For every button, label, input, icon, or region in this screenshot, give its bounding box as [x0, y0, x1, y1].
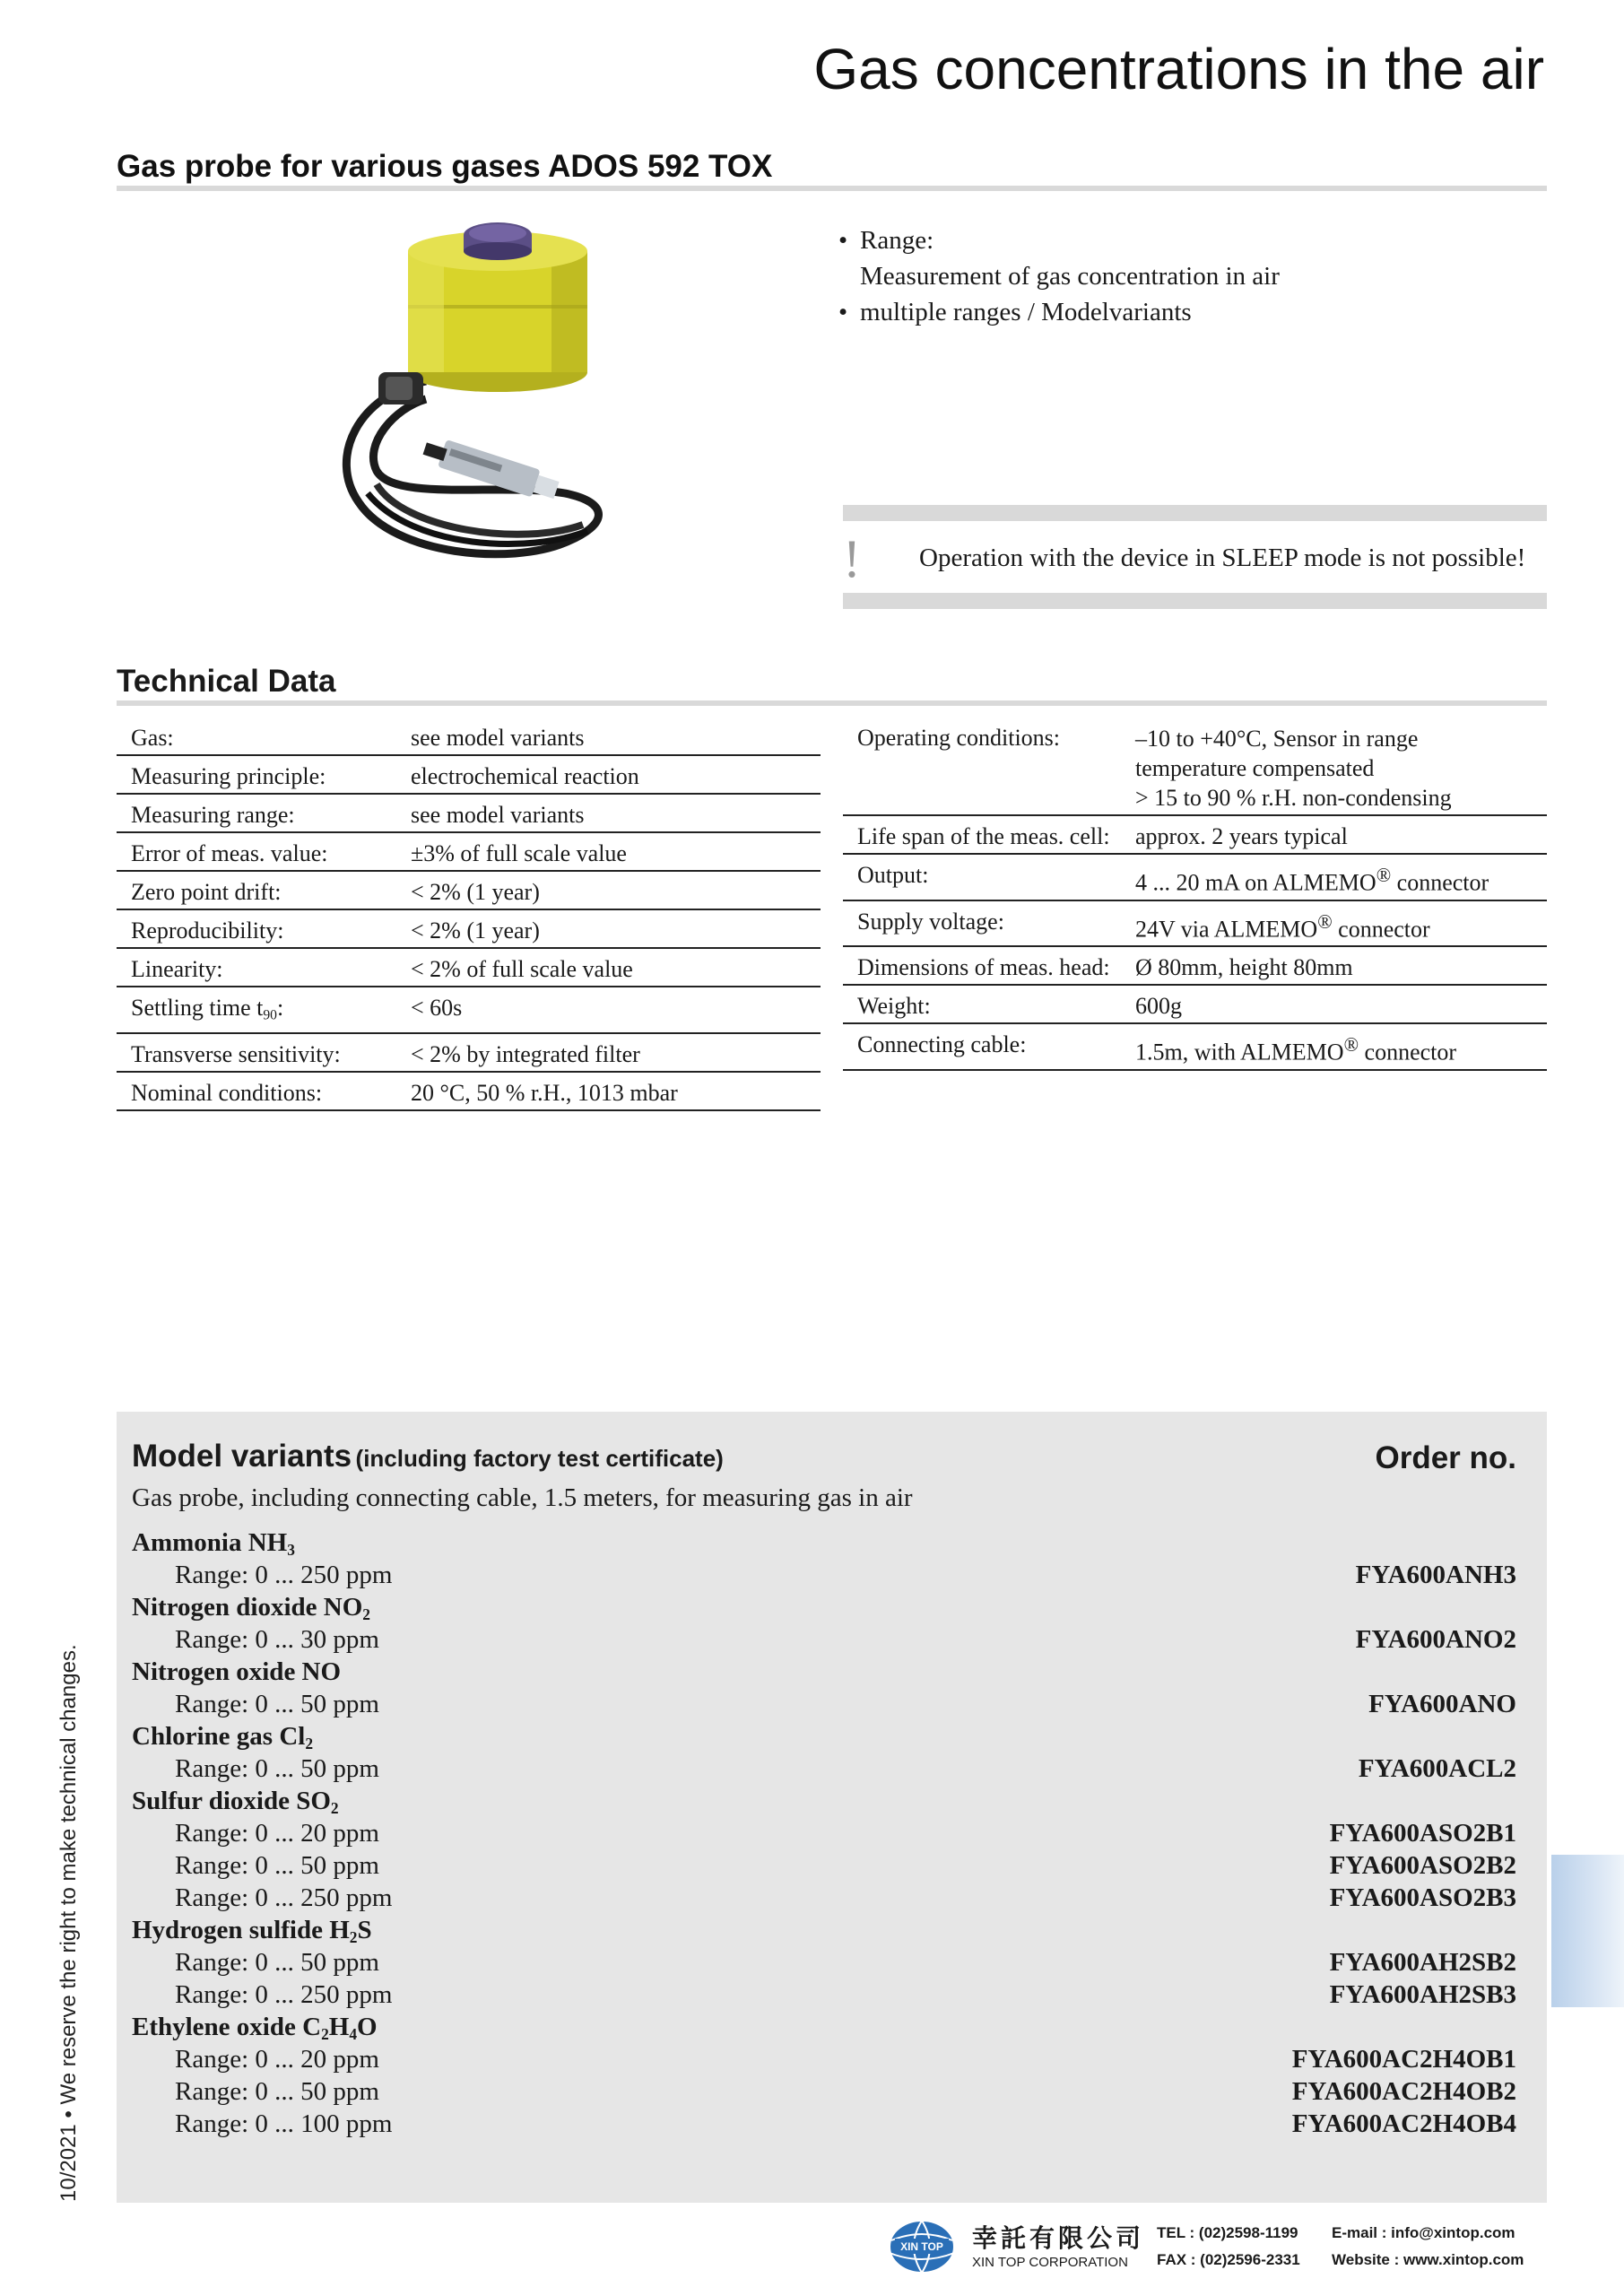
- company-name-cn: 幸託有限公司: [972, 2223, 1145, 2253]
- table-row: [843, 815, 1547, 854]
- spec-label: Nominal conditions:: [117, 1072, 396, 1110]
- range-label: Range: 0 ... 50 ppm: [175, 1754, 379, 1783]
- variant-row: [132, 1817, 1516, 1849]
- spec-value-line: > 15 to 90 % r.H. non-condensing: [1135, 785, 1452, 811]
- table-row: [117, 718, 821, 755]
- spec-label: Operating conditions:: [843, 718, 1121, 815]
- feature-item: [838, 222, 1574, 294]
- variant-row: [132, 1752, 1516, 1785]
- gas-name: [132, 2011, 1516, 2043]
- order-no-heading: Order no.: [1375, 1440, 1516, 1475]
- variants-title: [132, 1439, 724, 1474]
- spec-label: Life span of the meas. cell:: [843, 815, 1121, 854]
- spec-label: Measuring range:: [117, 794, 396, 832]
- range-label: Range: 0 ... 250 ppm: [175, 1561, 393, 1589]
- gas-name-text: Chlorine gas Cl: [132, 1722, 306, 1751]
- order-number: FYA600ASO2B2: [1329, 1851, 1516, 1880]
- range-label: Range: 0 ... 50 ppm: [175, 2077, 379, 2106]
- gas-name-text: Nitrogen oxide NO: [132, 1657, 342, 1686]
- model-variants-panel: [117, 1412, 1547, 2203]
- spec-label: Connecting cable:: [843, 1023, 1121, 1070]
- registered-mark: ®: [1376, 865, 1392, 886]
- technical-table-right: [843, 718, 1547, 1071]
- spec-label: Weight:: [843, 985, 1121, 1023]
- spec-label: Error of meas. value:: [117, 832, 396, 871]
- gas-subscript: 2: [330, 1799, 339, 1818]
- product-heading: Gas probe for various gases ADOS 592 TOX: [117, 149, 773, 184]
- page-title: Gas concentrations in the air: [813, 37, 1544, 101]
- footer-tel: TEL : (02)2598-1199: [1157, 2224, 1298, 2241]
- spec-value: see model variants: [396, 718, 821, 755]
- variant-row: [132, 1849, 1516, 1882]
- spec-value: [1121, 854, 1547, 900]
- variant-row: [132, 1882, 1516, 1914]
- footer-website: Website : www.xintop.com: [1332, 2251, 1524, 2268]
- bullet-icon: •: [838, 298, 848, 326]
- company-footer: [888, 2219, 1551, 2274]
- variant-row: [132, 2108, 1516, 2140]
- feature-item: [838, 294, 1574, 330]
- spec-label: Dimensions of meas. head:: [843, 946, 1121, 985]
- globe-logo-icon: [888, 2219, 956, 2274]
- order-number: FYA600ASO2B1: [1329, 1819, 1516, 1848]
- table-row: [117, 755, 821, 794]
- section-tab: [1551, 1855, 1624, 2007]
- spec-label: Supply voltage:: [843, 900, 1121, 947]
- spec-label: Gas:: [117, 718, 396, 755]
- table-row: [843, 900, 1547, 947]
- spec-value: ±3% of full scale value: [396, 832, 821, 871]
- gas-name-text: Ethylene oxide C: [132, 2013, 322, 2041]
- spec-value: approx. 2 years typical: [1121, 815, 1547, 854]
- table-row: [117, 832, 821, 871]
- revision-note: 10/2021 • We reserve the right to make technical changes.: [56, 1644, 81, 2202]
- gas-name-text: Ammonia NH: [132, 1528, 288, 1557]
- table-row: [117, 1072, 821, 1110]
- variant-row: [132, 1688, 1516, 1720]
- variants-description: Gas probe, including connecting cable, 1.5 meters, for measuring gas in air: [132, 1483, 913, 1512]
- range-label: Range: 0 ... 30 ppm: [175, 1625, 379, 1654]
- spec-value: Ø 80mm, height 80mm: [1121, 946, 1547, 985]
- spec-label: Zero point drift:: [117, 871, 396, 909]
- spec-label: Measuring principle:: [117, 755, 396, 794]
- spec-label: Linearity:: [117, 948, 396, 987]
- gas-name-tail: S: [357, 1916, 372, 1944]
- note-text: Operation with the device in SLEEP mode is not possible!: [919, 544, 1526, 572]
- range-label: Range: 0 ... 50 ppm: [175, 1690, 379, 1718]
- note-bar-top: [843, 505, 1547, 521]
- footer-email: E-mail : info@xintop.com: [1332, 2224, 1515, 2241]
- spec-value-line: temperature compensated: [1135, 755, 1375, 781]
- spec-value-suffix: connector: [1332, 916, 1430, 943]
- spec-label: Reproducibility:: [117, 909, 396, 948]
- spec-value: electrochemical reaction: [396, 755, 821, 794]
- feature-list: [838, 222, 1574, 330]
- spec-value-suffix: connector: [1359, 1039, 1457, 1065]
- order-number: FYA600ASO2B3: [1329, 1883, 1516, 1912]
- spec-value: < 2% (1 year): [396, 909, 821, 948]
- feature-label: multiple ranges / Modelvariants: [860, 298, 1192, 326]
- range-label: Range: 0 ... 50 ppm: [175, 1948, 379, 1977]
- gas-name: [132, 1591, 1516, 1623]
- table-row: [843, 985, 1547, 1023]
- table-row: [117, 871, 821, 909]
- gas-name-tail: O: [357, 2013, 378, 2041]
- range-label: Range: 0 ... 100 ppm: [175, 2109, 393, 2138]
- spec-label-subscript: 90: [263, 1007, 277, 1023]
- variant-row: [132, 1559, 1516, 1591]
- gas-name: [132, 1785, 1516, 1817]
- table-row: [117, 987, 821, 1033]
- spec-label-text: Settling time t: [131, 995, 264, 1021]
- order-number: FYA600ACL2: [1358, 1754, 1516, 1783]
- gas-name: [132, 1720, 1516, 1752]
- technical-data-heading: Technical Data: [117, 664, 336, 699]
- footer-fax: FAX : (02)2596-2331: [1157, 2251, 1300, 2268]
- technical-table-left: [117, 718, 821, 1111]
- spec-value: < 2% by integrated filter: [396, 1033, 821, 1072]
- order-number: FYA600AC2H4OB1: [1291, 2045, 1516, 2074]
- gas-name-text: Sulfur dioxide SO: [132, 1787, 331, 1815]
- registered-mark: ®: [1343, 1034, 1359, 1057]
- variants-title-main: Model variants: [132, 1439, 352, 1474]
- order-number: FYA600AC2H4OB4: [1291, 2109, 1516, 2138]
- feature-label: Range:: [860, 226, 934, 255]
- range-label: Range: 0 ... 20 ppm: [175, 1819, 379, 1848]
- spec-value: [1121, 718, 1547, 815]
- spec-value-line: –10 to +40°C, Sensor in range: [1135, 726, 1419, 752]
- gas-name-text: Hydrogen sulfide H: [132, 1916, 350, 1944]
- gas-name: [132, 1526, 1516, 1559]
- spec-value: < 60s: [396, 987, 821, 1033]
- order-number: FYA600ANO2: [1355, 1625, 1516, 1654]
- spec-label: Output:: [843, 854, 1121, 900]
- feature-detail: Measurement of gas concentration in air: [860, 262, 1280, 291]
- registered-mark: ®: [1317, 910, 1333, 933]
- gas-name: [132, 1656, 1516, 1688]
- order-number: FYA600AC2H4OB2: [1291, 2077, 1516, 2106]
- variant-row: [132, 2075, 1516, 2108]
- gas-subscript: 3: [287, 1541, 295, 1560]
- exclamation-icon: !: [843, 529, 861, 588]
- gas-subscript: 2: [321, 2025, 329, 2044]
- spec-value-text: 4 ... 20 mA on ALMEMO: [1135, 869, 1376, 896]
- gas-subscript: 4: [349, 2025, 358, 2044]
- table-row: [117, 794, 821, 832]
- spec-value-text: 24V via ALMEMO: [1135, 916, 1318, 943]
- range-label: Range: 0 ... 250 ppm: [175, 1980, 393, 2009]
- table-row: [117, 948, 821, 987]
- gas-name: [132, 1914, 1516, 1946]
- gas-subscript: 2: [305, 1735, 314, 1753]
- variant-row: [132, 1623, 1516, 1656]
- gas-name-tail: H: [328, 2013, 350, 2041]
- table-row: [843, 946, 1547, 985]
- order-number: FYA600ANH3: [1355, 1561, 1516, 1589]
- range-label: Range: 0 ... 250 ppm: [175, 1883, 393, 1912]
- spec-value: [1121, 900, 1547, 947]
- range-label: Range: 0 ... 20 ppm: [175, 2045, 379, 2074]
- note-bar-bottom: [843, 593, 1547, 609]
- company-name-en: XIN TOP CORPORATION: [972, 2255, 1128, 2270]
- spec-value: see model variants: [396, 794, 821, 832]
- spec-value: < 2% (1 year): [396, 871, 821, 909]
- variant-row: [132, 1946, 1516, 1979]
- gas-subscript: 2: [349, 1928, 358, 1947]
- spec-value: < 2% of full scale value: [396, 948, 821, 987]
- table-row: [843, 1023, 1547, 1070]
- spec-value: [1121, 1023, 1547, 1070]
- spec-value-suffix: connector: [1391, 869, 1489, 896]
- order-number: FYA600AH2SB3: [1329, 1980, 1516, 2009]
- gas-name-text: Nitrogen dioxide NO: [132, 1593, 363, 1622]
- gas-probe-image: [341, 215, 637, 592]
- logo-text: XIN TOP: [900, 2240, 943, 2253]
- spec-label: Transverse sensitivity:: [117, 1033, 396, 1072]
- spec-value: 20 °C, 50 % r.H., 1013 mbar: [396, 1072, 821, 1110]
- table-row: [117, 909, 821, 948]
- table-row: [843, 718, 1547, 815]
- technical-rule: [117, 700, 1547, 706]
- heading-rule: [117, 186, 1547, 191]
- bullet-icon: •: [838, 226, 848, 255]
- note-box: [843, 505, 1547, 609]
- order-number: FYA600ANO: [1368, 1690, 1516, 1718]
- range-label: Range: 0 ... 50 ppm: [175, 1851, 379, 1880]
- variant-list: [132, 1526, 1516, 2140]
- variant-row: [132, 1979, 1516, 2011]
- spec-label: [117, 987, 396, 1033]
- spec-value: 600g: [1121, 985, 1547, 1023]
- table-row: [843, 854, 1547, 900]
- gas-subscript: 2: [362, 1605, 370, 1624]
- variants-title-sub: (including factory test certificate): [355, 1445, 724, 1472]
- variant-row: [132, 2043, 1516, 2075]
- spec-value-text: 1.5m, with ALMEMO: [1135, 1039, 1344, 1065]
- table-row: [117, 1033, 821, 1072]
- order-number: FYA600AH2SB2: [1329, 1948, 1516, 1977]
- spec-label-suffix: :: [276, 995, 284, 1021]
